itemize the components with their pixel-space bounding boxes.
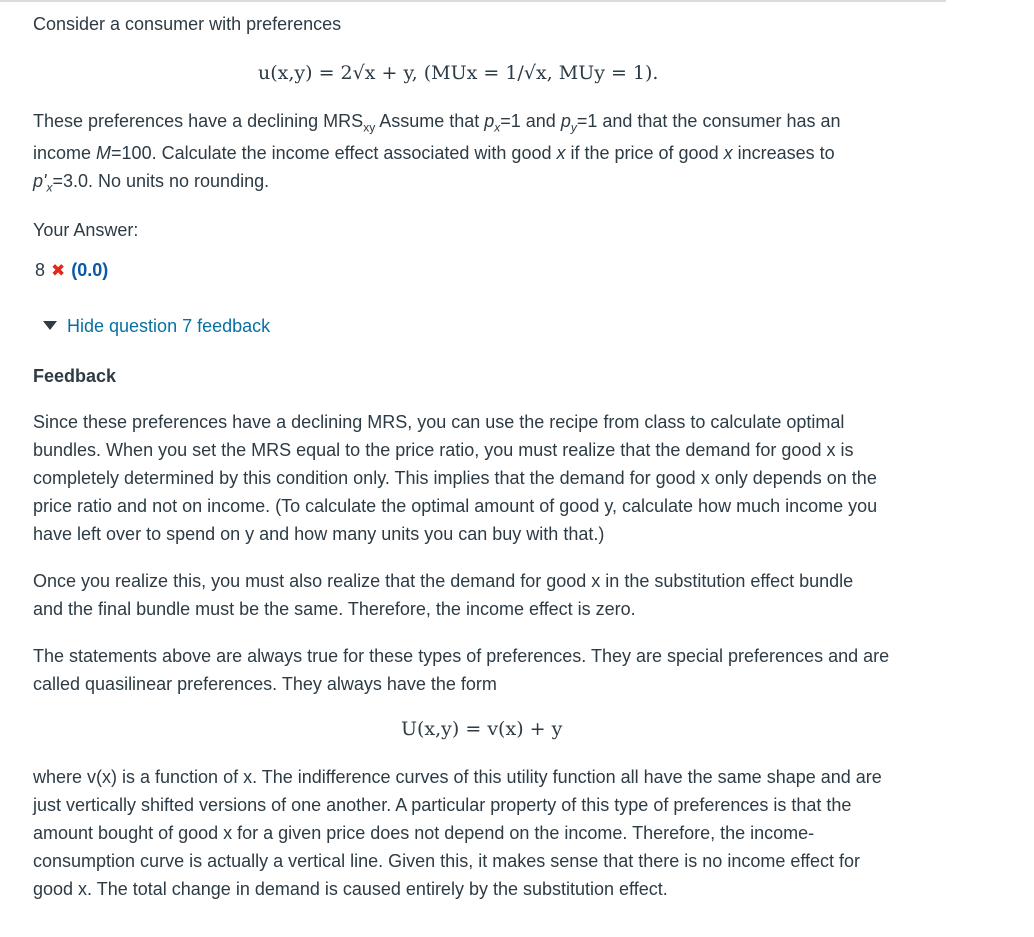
quasilinear-formula: U(x,y) = v(x) + y [401, 718, 563, 740]
feedback-p1-line: completely determined by this condition only. This implies that the demand for good x only depends on the [33, 468, 877, 488]
feedback-p2-line: and the final bundle must be the same. Therefore, the income effect is zero. [33, 599, 636, 619]
top-divider [0, 0, 946, 2]
triangle-down-icon [43, 321, 57, 330]
feedback-p1-line: Since these preferences have a declining MRS, you can use the recipe from class to calculate optimal [33, 412, 845, 432]
question-line-3: $p'_x=3.0$. No units no rounding. [33, 171, 270, 195]
utility-formula: u(x,y) = 2√x + y, (MUx = 1/√x, MUy = 1). [258, 62, 659, 84]
feedback-heading: Feedback [33, 366, 117, 386]
feedback-p4-line: just vertically shifted versions of one another. A particular property of this type of preferences is that the [33, 795, 852, 815]
toggle-feedback-link[interactable] [43, 312, 270, 340]
question-line-1: These preferences have a declining $MRS_{xy}$ Assume that $p_x=1$ and $p_y=1$ and that the consumer has an [33, 111, 841, 135]
answer-row [35, 256, 108, 285]
question-intro: Consider a consumer with preferences [33, 14, 342, 34]
incorrect-icon: ✖ [51, 261, 66, 280]
feedback-p3-line: The statements above are always true for these types of preferences. They are special preferences and are [33, 646, 890, 666]
feedback-p1-line: price ratio and not on income. (To calculate the optimal amount of good y, calculate how much income you [33, 496, 878, 516]
feedback-p1-line: bundles. When you set the MRS equal to the price ratio, you must realize that the demand for good x is [33, 440, 854, 460]
answer-value: 8 [35, 260, 46, 280]
answer-score: (0.0) [71, 260, 109, 280]
feedback-p2-line: Once you realize this, you must also realize that the demand for good x in the substitution effect bundle [33, 571, 854, 591]
feedback-p4-line: good x. The total change in demand is caused entirely by the substitution effect. [33, 879, 668, 899]
question-line-2: income M=100. Calculate the income effect associated with good x if the price of good x increases to [33, 143, 835, 163]
feedback-p1-line: have left over to spend on y and how many units you can buy with that.) [33, 524, 605, 544]
feedback-p4-line: consumption curve is actually a vertical line. Given this, it makes sense that there is no income effect for [33, 851, 861, 871]
your-answer-label: Your Answer: [33, 220, 139, 240]
feedback-p4-line: amount bought of good x for a given price does not depend on the income. Therefore, the income- [33, 823, 815, 843]
feedback-p4-line: where v(x) is a function of x. The indifference curves of this utility function all have the same shape and are [33, 767, 882, 787]
toggle-feedback-label[interactable]: Hide question 7 feedback [67, 316, 271, 336]
feedback-p3-line: called quasilinear preferences. They always have the form [33, 674, 497, 694]
